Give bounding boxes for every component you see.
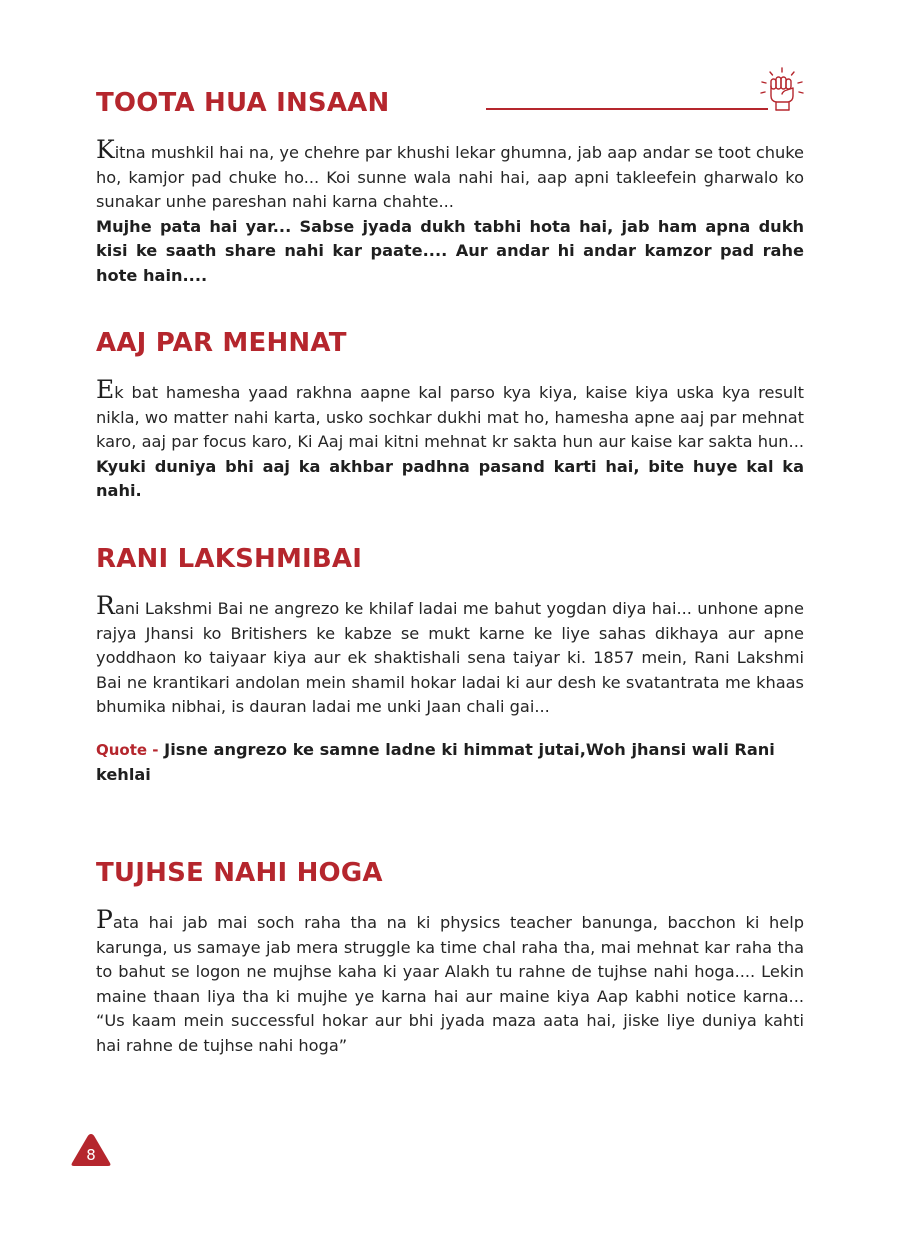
section-body bbox=[96, 591, 804, 720]
body-text: ani Lakshmi Bai ne angrezo ke khilaf ladai me bahut yogdan diya hai... unhone apne rajya Jhansi ko Britishers ke kabze se mukt karne ke liye sahas dikhaya aur apne yoddhaon ko taiyaar kiya aur ek shaktishali sena taiyar ki. 1857 mein, Rani Lakshmi Bai ne krantikari andolan mein shamil hokar ladai ki aur desh ke svatantrata me khaas bhumika nibhai, is dauran ladai me unki Jaan chali gai... bbox=[96, 599, 804, 717]
body-text: ata hai jab mai soch raha tha na ki physics teacher banunga, bacchon ki help karunga, us samaye jab mera struggle ka time chal raha tha, mai mehnat kar raha tha to bahut se logon ne mujhse kaha ki yaar Alakh tu rahne de tujhse nahi hoga.... Lekin maine thaan liya tha ki mujhe ye karna hai aur maine kiya Aap kabhi notice karna... “Us kaam mein successful hokar aur bhi jyada maza aata hai, jiske liye duniya kahti hai rahne de tujhse nahi hoga” bbox=[96, 913, 804, 1055]
body-text: itna mushkil hai na, ye chehre par khushi lekar ghumna, jab aap andar se toot chuke ho, kamjor pad chuke ho... Koi sunne wala nahi hai, aap apni takleefein gharwalo ko sunakar unhe pareshan nahi karna chahte... bbox=[96, 143, 805, 212]
section-heading: TOOTA HUA INSAAN bbox=[96, 88, 390, 118]
quote-label: Quote - bbox=[96, 740, 159, 759]
drop-cap: K bbox=[96, 135, 115, 164]
body-bold-text: Kyuki duniya bhi aaj ka akhbar padhna pasand karti hai, bite huye kal ka nahi. bbox=[96, 456, 804, 501]
body-text: k bat hamesha yaad rakhna aapne kal parso kya kiya, kaise kiya uska kya result nikla, wo matter nahi karta, usko sochkar dukhi mat ho, hamesha apne aaj par mehnat karo, aaj par focus karo, Ki Aaj mai kitni mehnat kr sakta hun aur kaise kar sakta hun... bbox=[96, 383, 804, 452]
section-heading: TUJHSE NAHI HOGA bbox=[96, 858, 383, 888]
section-heading: RANI LAKSHMIBAI bbox=[96, 544, 363, 574]
section-rani-lakshmibai bbox=[96, 544, 804, 787]
section-heading: AAJ PAR MEHNAT bbox=[96, 328, 347, 358]
quote-line bbox=[96, 738, 804, 787]
body-bold-text: Mujhe pata hai yar... Sabse jyada dukh tabhi hota hai, jab ham apna dukh kisi ke saath share nahi kar paate.... Aur andar hi andar kamzor pad rahe hote hain.... bbox=[96, 216, 804, 285]
drop-cap: R bbox=[96, 591, 115, 620]
section-toota-hua-insaan bbox=[96, 88, 804, 289]
section-body bbox=[96, 135, 805, 289]
section-tujhse-nahi-hoga bbox=[96, 858, 804, 1059]
page-number: 8 bbox=[86, 1146, 96, 1164]
section-body bbox=[96, 375, 804, 504]
drop-cap: E bbox=[96, 375, 115, 404]
drop-cap: P bbox=[96, 905, 113, 934]
section-body bbox=[96, 905, 804, 1059]
quote-text: Jisne angrezo ke samne ladne ki himmat jutai,Woh jhansi wali Rani kehlai bbox=[96, 739, 775, 784]
section-aaj-par-mehnat bbox=[96, 328, 804, 504]
